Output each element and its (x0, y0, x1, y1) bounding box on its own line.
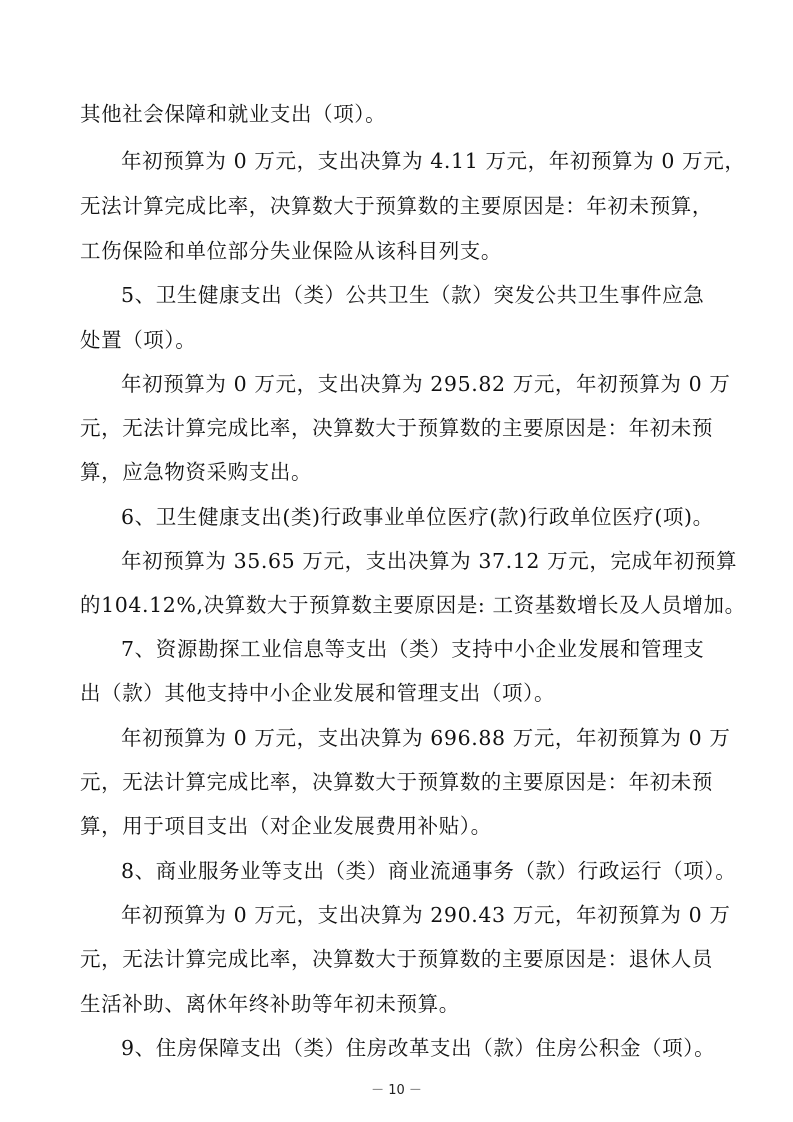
text-line: 生活补助、离休年终补助等年初未预算。 (80, 992, 460, 1016)
text-line: 出（款）其他支持中小企业发展和管理支出（项）。 (80, 681, 556, 705)
text-line: 处置（项）。 (80, 328, 197, 352)
text-line: 7、资源勘探工业信息等支出（类）支持中小企业发展和管理支 (121, 637, 705, 661)
text-line: 元，无法计算完成比率，决算数大于预算数的主要原因是：年初未预 (80, 770, 713, 794)
text-line: 元，无法计算完成比率，决算数大于预算数的主要原因是：退休人员 (80, 947, 713, 971)
text-line: 9、住房保障支出（类）住房改革支出（款）住房公积金（项）。 (121, 1036, 716, 1060)
text-line: 其他社会保障和就业支出（项）。 (80, 102, 387, 126)
text-line: 工伤保险和单位部分失业保险从该科目列支。 (80, 239, 502, 263)
text-line: 年初预算为 35.65 万元，支出决算为 37.12 万元，完成年初预算 (121, 549, 738, 573)
text-line: 无法计算完成比率，决算数大于预算数的主要原因是：年初未预算， (80, 194, 713, 218)
text-line: 8、商业服务业等支出（类）商业流通事务（款）行政运行（项）。 (121, 859, 737, 883)
page-number: － 10 － (371, 1083, 422, 1098)
text-line: 算，应急物资采购支出。 (80, 460, 313, 484)
text-line: 年初预算为 0 万元，支出决算为 290.43 万元，年初预算为 0 万 (121, 903, 731, 927)
text-line: 5、卫生健康支出（类）公共卫生（款）突发公共卫生事件应急 (121, 283, 705, 307)
text-line: 的104.12%,决算数大于预算数主要原因是: 工资基数增长及人员增加。 (80, 593, 746, 617)
text-line: 6、卫生健康支出(类)行政事业单位医疗(款)行政单位医疗(项)。 (121, 505, 714, 529)
text-line: 年初预算为 0 万元，支出决算为 696.88 万元，年初预算为 0 万 (121, 726, 731, 750)
text-line: 元，无法计算完成比率，决算数大于预算数的主要原因是：年初未预 (80, 416, 713, 440)
text-line: 年初预算为 0 万元，支出决算为 295.82 万元，年初预算为 0 万 (121, 372, 731, 396)
text-line: 年初预算为 0 万元，支出决算为 4.11 万元，年初预算为 0 万元， (121, 149, 746, 173)
text-line: 算，用于项目支出（对企业发展费用补贴）。 (80, 814, 492, 838)
